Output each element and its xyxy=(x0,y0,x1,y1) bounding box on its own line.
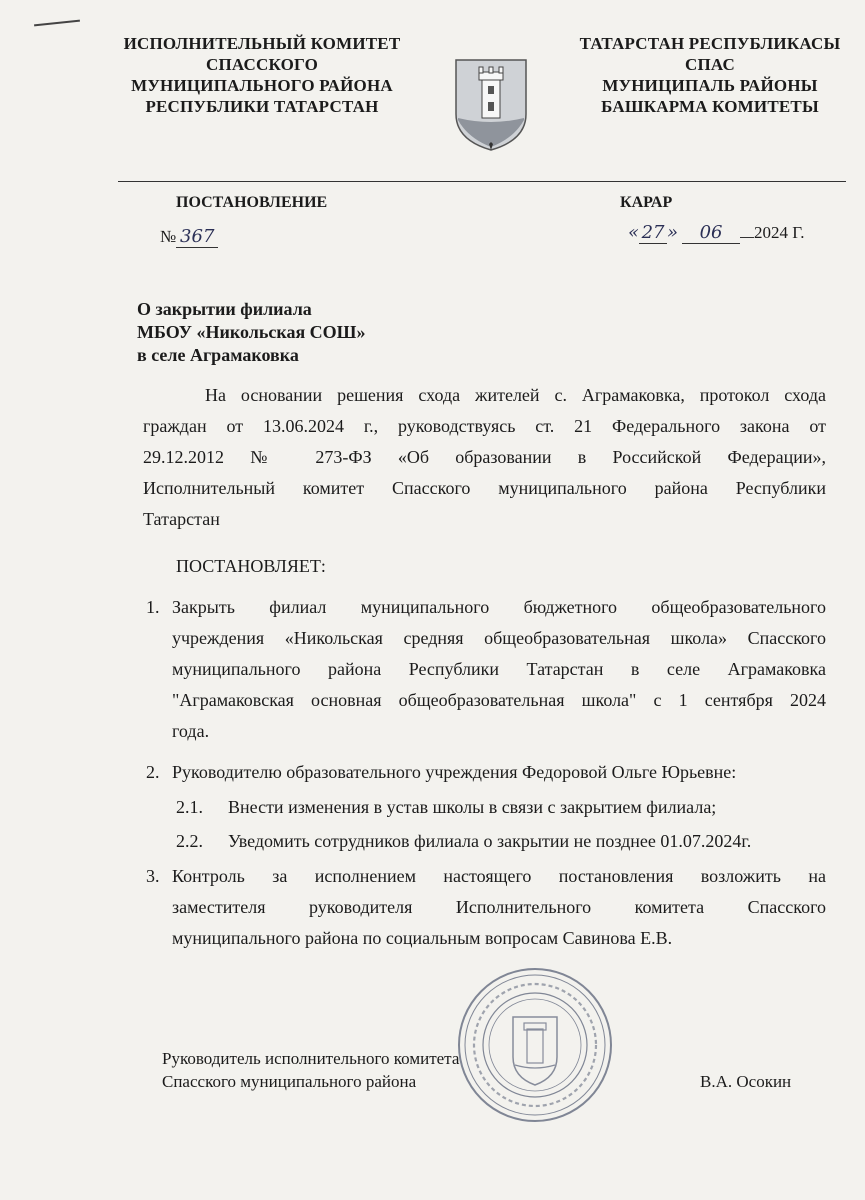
item-number: 1. xyxy=(146,597,160,617)
signatory-position xyxy=(162,1047,459,1093)
date-year: 2024 Г. xyxy=(754,223,805,242)
position-line: Руководитель исполнительного комитета xyxy=(162,1049,460,1068)
item-line: Контроль за исполнением настоящего постановления возложить на xyxy=(172,866,826,886)
number-label: № xyxy=(160,227,177,246)
doc-type-left: ПОСТАНОВЛЕНИЕ xyxy=(176,194,328,211)
item-line: "Аграмаковская основная общеобразовательная школа" с 1 сентября 2024 xyxy=(172,690,826,710)
item-line: заместителя руководителя Исполнительного комитета Спасского xyxy=(172,897,826,917)
item-1-text xyxy=(172,592,826,747)
coat-of-arms-icon xyxy=(452,56,530,152)
doc-subject xyxy=(137,298,365,367)
item-line: муниципального района по социальным вопросам Савинова Е.В. xyxy=(172,928,673,948)
header-left-line: РЕСПУБЛИКИ ТАТАРСТАН xyxy=(145,97,379,116)
pen-mark xyxy=(34,20,80,27)
item-line: Закрыть филиал муниципального бюджетного общеобразовательного xyxy=(172,597,826,617)
date-open-quote: « xyxy=(628,222,640,243)
date-close-quote: » xyxy=(667,222,679,243)
header-right-line: БАШКАРМА КОМИТЕТЫ xyxy=(601,97,819,116)
header-right-block xyxy=(560,33,860,117)
header-left-line: МУНИЦИПАЛЬНОГО РАЙОНА xyxy=(131,76,393,95)
doc-date xyxy=(628,222,804,244)
preamble-line: На основании решения схода жителей с. Аграмаковка, протокол схода xyxy=(205,385,826,405)
official-stamp-icon xyxy=(455,965,615,1125)
item-line: муниципального района Республики Татарстан в селе Аграмаковка xyxy=(172,659,826,679)
subitem-text: Внести изменения в устав школы в связи с закрытием филиала; xyxy=(228,797,717,817)
subitem-text: Уведомить сотрудников филиала о закрытии не позднее 01.07.2024г. xyxy=(228,831,752,851)
preamble-line: Исполнительный комитет Спасского муниципального района Республики xyxy=(143,478,826,498)
item-3-text xyxy=(172,861,826,954)
doc-type-right: КАРАР xyxy=(620,194,673,211)
subject-line: О закрытии филиала xyxy=(137,299,312,319)
item-line: Руководителю образовательного учреждения Федоровой Ольге Юрьевне: xyxy=(172,762,737,782)
header-right-line: СПАС xyxy=(684,55,735,74)
subitem-number: 2.2. xyxy=(176,831,203,851)
subject-line: в селе Аграмаковка xyxy=(137,345,299,365)
header-divider xyxy=(118,181,846,182)
date-day: 27 xyxy=(639,222,667,244)
header-right-line: МУНИЦИПАЛЬ РАЙОНЫ xyxy=(602,76,818,95)
date-month: 06 xyxy=(682,222,740,244)
item-line: года. xyxy=(172,721,210,741)
doc-number xyxy=(160,226,218,248)
header-left-line: ИСПОЛНИТЕЛЬНЫЙ КОМИТЕТ xyxy=(123,34,401,53)
item-number: 2. xyxy=(146,762,160,782)
subitem-number: 2.1. xyxy=(176,797,203,817)
item-number: 3. xyxy=(146,866,160,886)
header-left-block xyxy=(112,33,412,117)
position-line: Спасского муниципального района xyxy=(162,1072,417,1091)
item-line: учреждения «Никольская средняя общеобразовательная школа» Спасского xyxy=(172,628,826,648)
preamble-line: Татарстан xyxy=(143,509,220,529)
header-left-line: СПАССКОГО xyxy=(205,55,319,74)
number-value: 367 xyxy=(176,226,218,248)
preamble xyxy=(143,380,826,535)
preamble-line: граждан от 13.06.2024 г., руководствуясь ст. 21 Федерального закона от xyxy=(143,416,826,436)
header-right-line: ТАТАРСТАН РЕСПУБЛИКАСЫ xyxy=(579,34,841,53)
resolves-heading: ПОСТАНОВЛЯЕТ: xyxy=(176,556,326,576)
signatory-name: В.А. Осокин xyxy=(700,1072,792,1091)
preamble-line: 29.12.2012 № 273-ФЗ «Об образовании в Российской Федерации», xyxy=(143,447,826,467)
subject-line: МБОУ «Никольская СОШ» xyxy=(137,322,366,342)
